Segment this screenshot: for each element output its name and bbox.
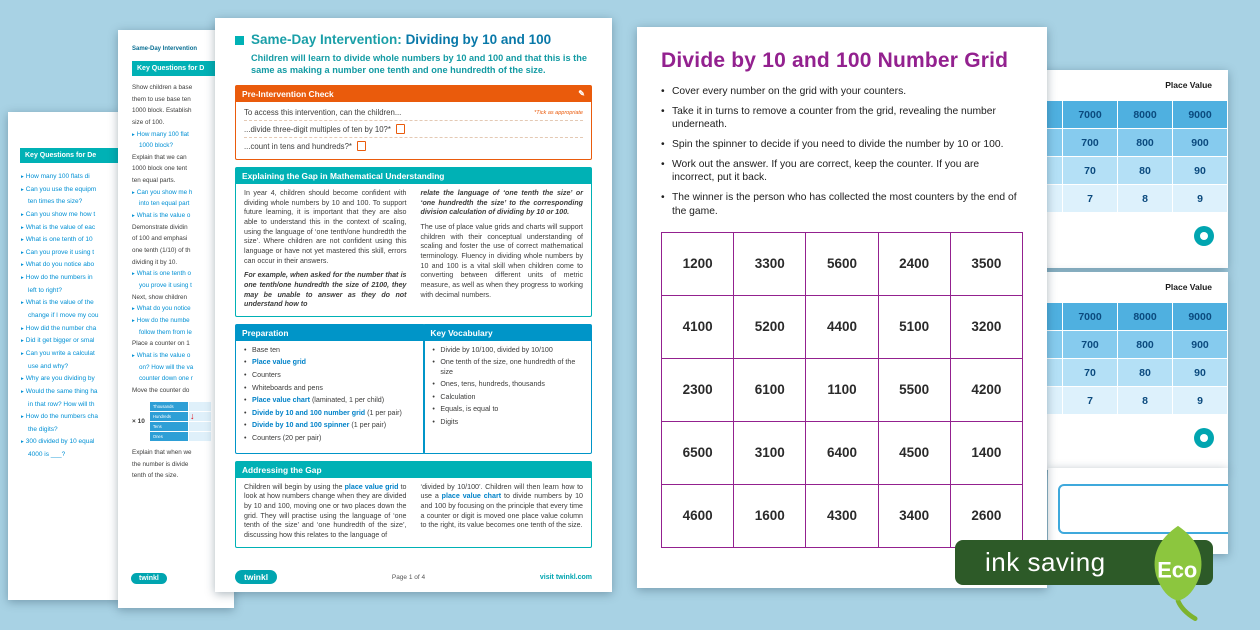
text-line bbox=[21, 249, 120, 256]
grid-cell: 3500 bbox=[950, 232, 1022, 295]
bullet-icon: ▸ bbox=[21, 350, 24, 357]
line-text: change if I move my cou bbox=[28, 312, 99, 320]
bullet-icon: ▸ bbox=[21, 300, 24, 307]
mini-pv-cell bbox=[188, 432, 211, 442]
grid-cell: 6500 bbox=[662, 421, 734, 484]
instruction-item: • Take it in turns to remove a counter from the grid, revealing the number underneath. bbox=[661, 105, 1023, 132]
pv-cell: 700 bbox=[1063, 129, 1118, 157]
line-text: Show children a base bbox=[132, 84, 193, 91]
line-text: Can you use the equipm bbox=[25, 185, 97, 193]
bullet-icon: ▸ bbox=[21, 186, 24, 193]
page-footer bbox=[235, 570, 592, 584]
grid-cell: 4400 bbox=[806, 295, 878, 358]
line-text: How many 100 flats di bbox=[25, 173, 90, 180]
line-text: use and why? bbox=[28, 362, 69, 370]
prep-item-text: Whiteboards and pens bbox=[252, 383, 323, 392]
mini-pv-row-label: Ones bbox=[149, 432, 188, 442]
line-text: What is the value of the bbox=[25, 299, 94, 307]
line-text: of 100 and emphasi bbox=[132, 235, 188, 243]
line-text: Explain that when we bbox=[132, 449, 192, 457]
line-text: Next, show children bbox=[132, 293, 187, 301]
bullet-icon: ▸ bbox=[21, 388, 24, 395]
leaf-stem bbox=[1178, 601, 1195, 619]
addressing-gap-col1: Children will begin by using the place value grid to look at how numbers change when they are divided by 10 and 100, moving one or two places down the grid. They will practise using the language of ‘one tenth of the size’ and ‘one hundredth of the size’, discussing how this relates to the language of bbox=[244, 482, 407, 539]
pv-cell: 900 bbox=[1173, 331, 1228, 359]
number-grid-title: Divide by 10 and 100 Number Grid bbox=[661, 49, 1009, 72]
line-text: Move the counter do bbox=[132, 386, 190, 394]
line-text: 1000 block. Establish bbox=[132, 107, 192, 115]
line-text: Demonstrate dividin bbox=[132, 223, 188, 231]
text-line bbox=[21, 173, 120, 180]
visit-twinkl-link[interactable]: visit twinkl.com bbox=[539, 573, 592, 581]
line-text: Can you prove it using t bbox=[25, 248, 95, 256]
line-text: What is the value o bbox=[136, 351, 191, 359]
page-key-questions-partial bbox=[8, 112, 120, 600]
twinkl-logo: twinkl bbox=[235, 570, 277, 584]
bullet-icon: ▸ bbox=[21, 275, 24, 282]
bullet-icon: ▸ bbox=[21, 174, 24, 180]
pv-cell: 7000 bbox=[1063, 101, 1118, 129]
explaining-gap-section bbox=[235, 167, 592, 317]
grid-cell: 2300 bbox=[662, 358, 734, 421]
place-value-chart-link[interactable]: place value chart bbox=[441, 492, 502, 501]
text-line bbox=[21, 375, 120, 382]
text-line bbox=[28, 401, 120, 408]
place-value-label: Place Value bbox=[1165, 282, 1212, 292]
line-text: What is the value o bbox=[136, 212, 191, 220]
pre-check-item: ...divide three-digit multiples of ten by 10?* bbox=[244, 124, 391, 134]
number-grid-table bbox=[661, 232, 1023, 548]
divide-by-ten-label: × 10 bbox=[132, 418, 145, 426]
twinkl-stamp-icon bbox=[1194, 428, 1214, 448]
bullet-icon: ▸ bbox=[21, 338, 24, 345]
resource-link[interactable]: Divide by 10 and 100 spinner bbox=[252, 421, 350, 430]
bullet-icon: ▸ bbox=[132, 189, 135, 196]
prep-item bbox=[244, 409, 416, 418]
pv-cell: 9 bbox=[1173, 185, 1228, 213]
line-text: Can you write a calculat bbox=[25, 349, 95, 357]
grid-cell: 5600 bbox=[806, 232, 878, 295]
vocabulary-header: Key Vocabulary bbox=[424, 325, 591, 341]
instruction-item: • The winner is the person who has collected the most counters by the end of the game. bbox=[661, 191, 1023, 218]
text-line bbox=[21, 274, 120, 281]
line-text: 1000 block? bbox=[139, 142, 173, 150]
pv-cell: 8 bbox=[1118, 185, 1173, 213]
mini-pv-row-label: Tens bbox=[149, 422, 188, 432]
pv-cell: 7 bbox=[1063, 387, 1118, 415]
line-text: How do the numbers in bbox=[25, 274, 93, 282]
vocab-item: • Calculation bbox=[432, 393, 583, 402]
line-text: How many 100 flat bbox=[136, 130, 189, 138]
vocabulary-list bbox=[424, 341, 591, 437]
line-text: How do the numbers cha bbox=[25, 413, 99, 421]
bullet-icon: ▸ bbox=[21, 224, 24, 231]
addressing-gap-header: Addressing the Gap bbox=[236, 462, 591, 478]
text-line bbox=[28, 426, 120, 433]
line-text: Place a counter on 1 bbox=[132, 340, 190, 348]
line-text: What is one tenth o bbox=[136, 270, 192, 278]
pre-check-item: ...count in tens and hundreds?* bbox=[244, 141, 352, 151]
line-text: What is one tenth of 10 bbox=[25, 236, 93, 244]
line-text: counter down one r bbox=[139, 375, 193, 383]
line-text: the digits? bbox=[28, 425, 58, 433]
ink-saving-label: ink saving bbox=[985, 547, 1106, 577]
prep-item bbox=[244, 434, 416, 443]
line-text: on? How will the va bbox=[139, 363, 194, 371]
preparation-section bbox=[235, 324, 425, 454]
vocab-item: • Equals, is equal to bbox=[432, 405, 583, 414]
line-text: follow them from le bbox=[139, 328, 192, 336]
red-arrow-icon: ↓ bbox=[190, 411, 195, 422]
grid-cell: 1600 bbox=[734, 484, 806, 547]
mini-pv-cell bbox=[188, 422, 211, 432]
mini-place-value-table bbox=[149, 401, 212, 442]
line-text: Did it get bigger or smal bbox=[25, 337, 95, 345]
grid-cell: 1400 bbox=[950, 421, 1022, 484]
pv-cell: 7000 bbox=[1063, 303, 1118, 331]
text-line bbox=[21, 224, 120, 231]
vocab-item: • One tenth of the size, one hundredth of the size bbox=[432, 358, 583, 376]
pencil-icon: ✎ bbox=[578, 89, 585, 99]
bullet-icon: ▸ bbox=[21, 376, 24, 383]
line-text: Can you show me how t bbox=[25, 210, 96, 218]
bullet-icon: ▸ bbox=[132, 271, 135, 278]
vocabulary-section bbox=[423, 324, 592, 454]
grid-cell: 4100 bbox=[662, 295, 734, 358]
line-text: 4000 is ___? bbox=[28, 451, 66, 459]
key-questions-header: Key Questions for De bbox=[20, 148, 120, 163]
tick-box-icon[interactable] bbox=[357, 141, 366, 151]
instruction-list bbox=[661, 85, 1023, 219]
ink-saving-banner bbox=[955, 540, 1213, 585]
pv-cell: 90 bbox=[1173, 359, 1228, 387]
text-line bbox=[28, 363, 120, 370]
line-text: Would the same thing ha bbox=[25, 387, 98, 395]
line-text: 300 divided by 10 equal bbox=[25, 438, 95, 446]
grid-cell: 4300 bbox=[806, 484, 878, 547]
pv-cell: 8000 bbox=[1118, 101, 1173, 129]
text-line bbox=[21, 211, 120, 218]
line-text: size of 100. bbox=[132, 118, 165, 126]
prep-item bbox=[244, 384, 416, 393]
pv-cell: 70 bbox=[1063, 359, 1118, 387]
explaining-gap-header: Explaining the Gap in Mathematical Understanding bbox=[236, 168, 591, 184]
line-text: left to right? bbox=[28, 286, 62, 294]
grid-cell: 3100 bbox=[734, 421, 806, 484]
text-line bbox=[21, 350, 120, 357]
addressing-gap-col2: ‘divided by 10/100’. Children will then learn how to use a place value chart to divide numbers by 10 and 100 by focusing on the principle that every time a counter or digit is moved one place value column to the right, its value becomes one tenth of the size. bbox=[420, 482, 583, 530]
bullet-icon: ▸ bbox=[132, 352, 135, 359]
text-line bbox=[28, 198, 120, 205]
twinkl-logo: twinkl bbox=[131, 573, 167, 584]
grid-cell: 4200 bbox=[950, 358, 1022, 421]
bullet-icon: ▸ bbox=[21, 414, 24, 421]
grid-cell: 6100 bbox=[734, 358, 806, 421]
text-line bbox=[28, 451, 120, 458]
text-line bbox=[21, 325, 120, 332]
line-text: 1000 block one tent bbox=[132, 165, 187, 173]
line-text: them to use base ten bbox=[132, 95, 191, 103]
bullet-icon: ▸ bbox=[21, 325, 24, 332]
line-text: dividing it by 10. bbox=[132, 258, 178, 266]
pv-cell: 80 bbox=[1118, 157, 1173, 185]
grid-cell: 5200 bbox=[734, 295, 806, 358]
text-line bbox=[21, 261, 120, 268]
bullet-icon: ▸ bbox=[132, 213, 135, 220]
grid-cell: 3200 bbox=[950, 295, 1022, 358]
page-top-label: Same-Day Intervention bbox=[132, 46, 198, 52]
grid-cell: 2400 bbox=[878, 232, 950, 295]
text-line bbox=[28, 287, 120, 294]
eco-leaf-icon bbox=[1139, 524, 1217, 626]
resource-link[interactable]: Place value grid bbox=[252, 358, 307, 367]
grid-cell: 3300 bbox=[734, 232, 806, 295]
prep-item bbox=[244, 421, 416, 430]
place-value-grid-link[interactable]: place value grid bbox=[344, 482, 399, 491]
vocab-item: • Divide by 10/100, divided by 10/100 bbox=[432, 346, 583, 355]
line-text: How do the numbe bbox=[136, 316, 190, 324]
prep-item-text: Counters (20 per pair) bbox=[252, 434, 322, 443]
pv-cell: 9000 bbox=[1173, 101, 1228, 129]
pv-cell: 8000 bbox=[1118, 303, 1173, 331]
instruction-item: • Cover every number on the grid with your counters. bbox=[661, 85, 1023, 99]
pv-cell: 80 bbox=[1118, 359, 1173, 387]
line-text: How did the number cha bbox=[25, 324, 97, 332]
tick-box-icon[interactable] bbox=[396, 124, 405, 134]
prep-item bbox=[244, 346, 416, 355]
prep-item-suffix: (laminated, 1 per child) bbox=[309, 396, 385, 405]
place-value-label: Place Value bbox=[1165, 80, 1212, 90]
prep-item-suffix: (1 per pair) bbox=[349, 421, 387, 430]
line-text: Explain that we can bbox=[132, 153, 187, 161]
pv-cell: 9000 bbox=[1173, 303, 1228, 331]
pv-cell: 9 bbox=[1173, 387, 1228, 415]
key-questions-list bbox=[8, 173, 120, 458]
grid-cell: 5500 bbox=[878, 358, 950, 421]
text-line bbox=[21, 299, 120, 306]
line-text: What is the value of eac bbox=[25, 223, 96, 231]
pv-cell: 90 bbox=[1173, 157, 1228, 185]
prep-item bbox=[244, 358, 416, 367]
line-text: Can you show me h bbox=[136, 188, 193, 196]
pre-intervention-section bbox=[235, 85, 592, 160]
text-line bbox=[28, 312, 120, 319]
bullet-icon: ▸ bbox=[21, 249, 24, 256]
prep-item-suffix: (1 per pair) bbox=[365, 408, 402, 417]
prep-item-text: Counters bbox=[252, 371, 281, 379]
page-title: Same-Day Intervention: Dividing by 10 and 100 bbox=[251, 32, 552, 47]
pv-cell: 70 bbox=[1063, 157, 1118, 185]
page-number: Page 1 of 4 bbox=[391, 573, 426, 581]
pre-intervention-header: Pre-Intervention Check ✎ bbox=[236, 86, 591, 102]
text-line bbox=[21, 413, 120, 420]
bullet-icon: ▸ bbox=[132, 317, 135, 324]
pv-cell: 800 bbox=[1118, 331, 1173, 359]
mini-pv-row-label: Thousands bbox=[149, 402, 188, 412]
text-line bbox=[21, 388, 120, 395]
instruction-item: • Spin the spinner to decide if you need to divide the number by 10 or 100. bbox=[661, 138, 1023, 152]
preparation-header: Preparation bbox=[236, 325, 424, 341]
teal-square-icon bbox=[235, 36, 244, 45]
prep-item bbox=[244, 396, 416, 405]
grid-cell: 1100 bbox=[806, 358, 878, 421]
line-text: ten equal parts. bbox=[132, 177, 176, 185]
pv-cell: 900 bbox=[1173, 129, 1228, 157]
page-number-grid bbox=[637, 27, 1047, 588]
mini-pv-row-label: Hundreds bbox=[149, 412, 188, 422]
bullet-icon: ▸ bbox=[21, 211, 24, 218]
explaining-gap-col2: relate the language of ‘one tenth the size’ or ‘one hundredth the size’ to the corresponding division calculation of dividing by 10 or 100. The use of place value grids and charts will support children with their conceptual understanding of scaling and foster the use of correct mathematical terminology. Fluency in dividing whole numbers by 10 and 100 is a vital skill when children come to converting between different units of metric measure, as well as when they progress to working with decimal numbers. bbox=[420, 189, 583, 299]
line-text: tenth of the size. bbox=[132, 472, 179, 480]
line-text: the number is divide bbox=[132, 460, 189, 468]
page-same-day-intervention bbox=[215, 18, 612, 592]
bullet-icon: ▸ bbox=[21, 262, 24, 269]
key-questions-header: Key Questions for D bbox=[132, 61, 234, 76]
resource-link[interactable]: Divide by 10 and 100 number grid bbox=[252, 408, 366, 417]
text-line bbox=[21, 438, 120, 445]
text-line bbox=[21, 186, 120, 193]
instruction-item: • Work out the answer. If you are correct, keep the counter. If you are incorrect, put it back. bbox=[661, 158, 1023, 185]
explaining-gap-col1: In year 4, children should become confident with dividing whole numbers by 10 and 100. To support future learning, it is important that they are also able to understand this in the context of scaling, using the language of ‘one tenth/one hundredth the size’. Where children are not confident using this language or have not yet mastered this skill, errors can occur in their answers. For example, when asked for the number that is one tenth/one hundredth the size of 2100, they may be unable to answer as they do not understand how to bbox=[244, 189, 407, 309]
line-text: one tenth (1/10) of th bbox=[132, 246, 191, 254]
text-line bbox=[21, 337, 120, 344]
grid-cell: 1200 bbox=[662, 232, 734, 295]
grid-cell: 2600 bbox=[950, 484, 1022, 547]
vocab-item: • Ones, tens, hundreds, thousands bbox=[432, 380, 583, 389]
pv-cell: 8 bbox=[1118, 387, 1173, 415]
line-text: into ten equal part bbox=[139, 200, 190, 208]
mini-pv-cell bbox=[188, 402, 211, 412]
resource-link[interactable]: Place value chart bbox=[252, 396, 310, 405]
pre-intro-text: To access this intervention, can the children... bbox=[244, 108, 402, 118]
line-text: in that row? How will th bbox=[28, 400, 95, 408]
grid-cell: 6400 bbox=[806, 421, 878, 484]
pv-cell: 7 bbox=[1063, 185, 1118, 213]
pv-cell: 800 bbox=[1118, 129, 1173, 157]
grid-cell: 5100 bbox=[878, 295, 950, 358]
grid-cell: 4600 bbox=[662, 484, 734, 547]
eco-label: Eco bbox=[1157, 557, 1198, 583]
grid-cell: 4500 bbox=[878, 421, 950, 484]
vocab-item: • Digits bbox=[432, 418, 583, 427]
grid-cell: 3400 bbox=[878, 484, 950, 547]
bullet-icon: ▸ bbox=[21, 237, 24, 244]
bullet-icon: ▸ bbox=[21, 439, 24, 446]
line-text: What do you notice abo bbox=[25, 261, 95, 269]
bullet-icon: ▸ bbox=[132, 306, 135, 313]
prep-item bbox=[244, 371, 416, 380]
page-subtitle: Children will learn to divide whole numbers by 10 and 100 and that this is the same as making a number one tenth and one hundredth of the size. bbox=[251, 53, 587, 76]
line-text: Why are you dividing by bbox=[25, 375, 95, 383]
preparation-list bbox=[236, 341, 424, 453]
prep-item-text: Base ten bbox=[252, 345, 281, 354]
line-text: you prove it using t bbox=[139, 281, 192, 289]
bullet-icon: ▸ bbox=[132, 131, 135, 138]
twinkl-stamp-icon bbox=[1194, 226, 1214, 246]
line-text: ten times the size? bbox=[28, 198, 83, 206]
line-text: What do you notice bbox=[136, 305, 191, 313]
text-line bbox=[21, 236, 120, 243]
pv-cell: 700 bbox=[1063, 331, 1118, 359]
tick-note: *Tick as appropriate bbox=[534, 109, 583, 116]
addressing-gap-section bbox=[235, 461, 592, 548]
